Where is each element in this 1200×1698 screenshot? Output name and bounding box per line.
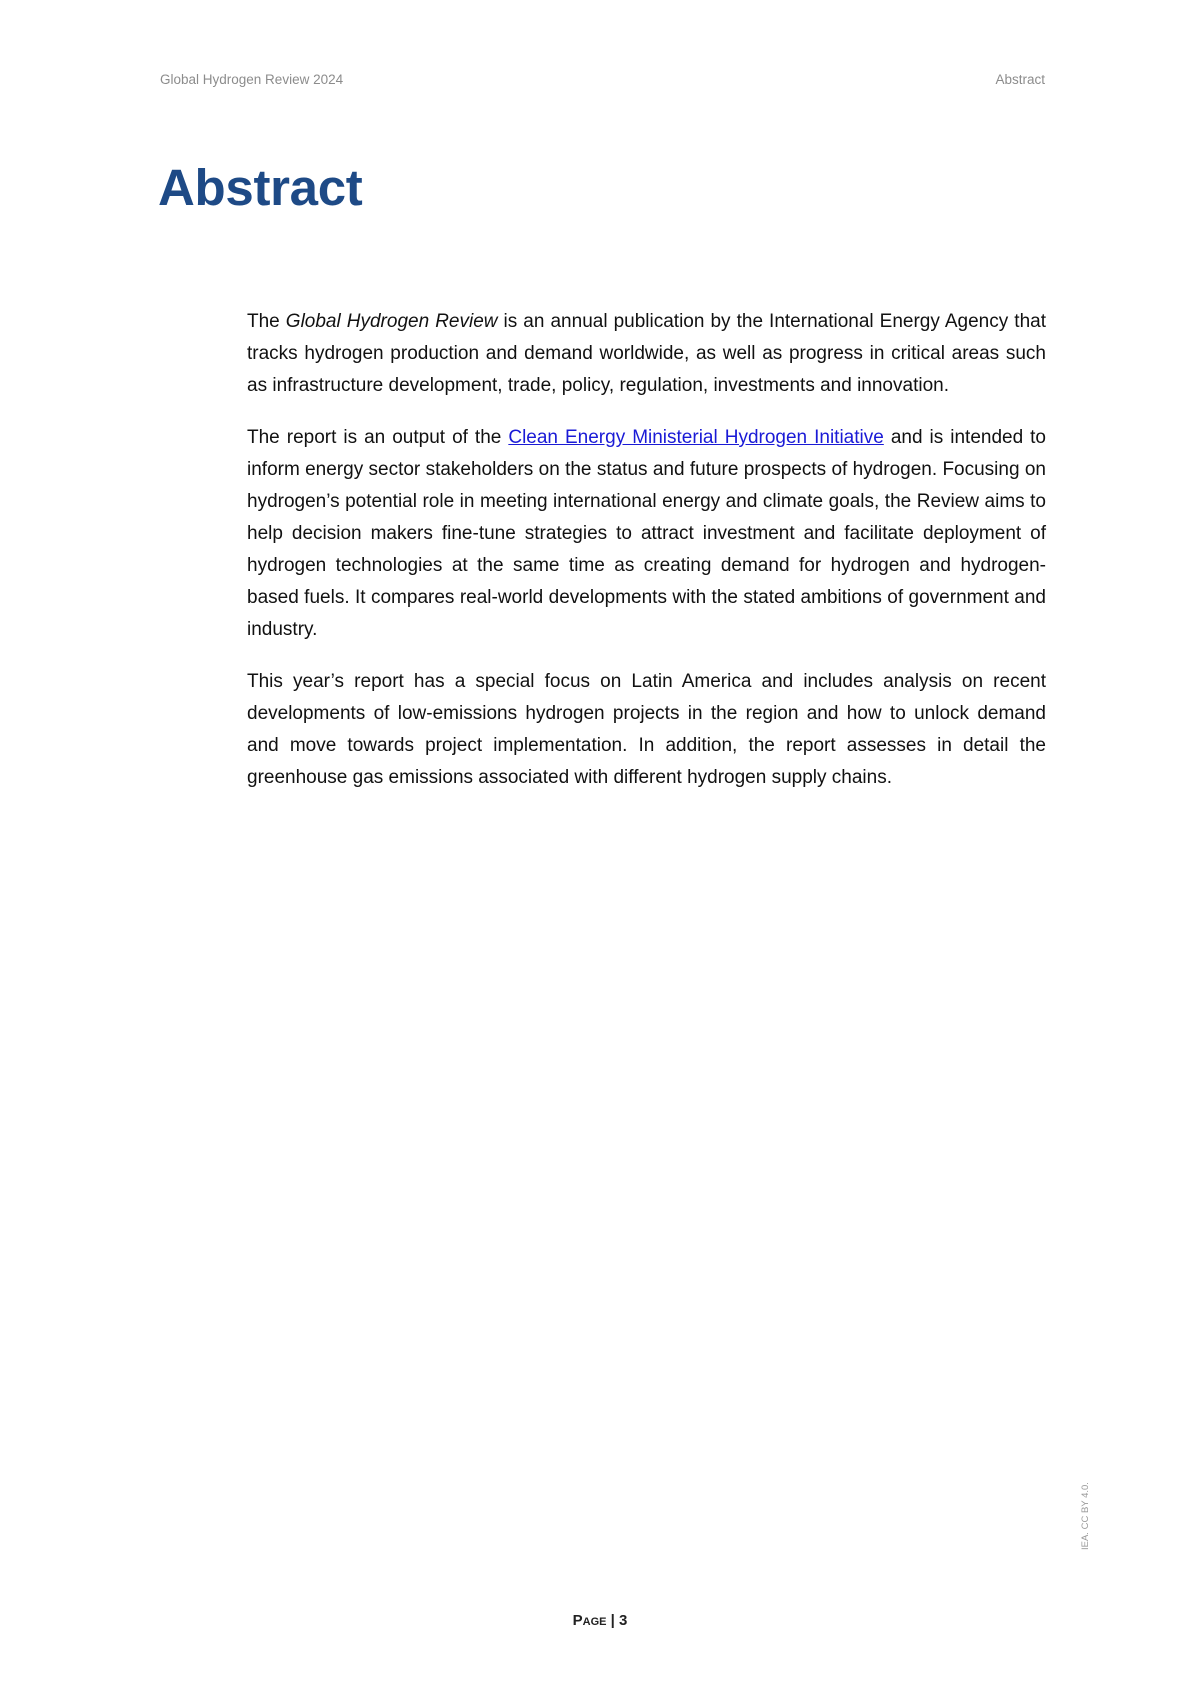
page-label: Page — [572, 1612, 607, 1629]
page-number-footer — [0, 1612, 1200, 1629]
page-separator: | — [606, 1612, 620, 1629]
paragraph-2 — [247, 422, 1046, 646]
page-title: Abstract — [158, 159, 363, 216]
page-number: 3 — [619, 1612, 628, 1629]
paragraph-1 — [247, 306, 1046, 402]
paragraph-2-text: and is intended to inform energy sector stakeholders on the status and future prospects of hydrogen. Focusing on hydrogen’s potential role in meeting international energy and climate goals, the Review aims to help decision makers fine-tune strategies to attract investment and facilitate deployment of hydrogen technologies at the same time as creating demand for hydrogen and hydrogen-based fuels. It compares real-world developments with the stated ambitions of government and industry. — [247, 427, 1046, 640]
paragraph-3: This year’s report has a special focus on Latin America and includes analysis on recent developments of low-emissions hydrogen projects in the region and how to unlock demand and move towards project implementation. In addition, the report assesses in detail the greenhouse gas emissions associated with different hydrogen supply chains. — [247, 671, 1046, 788]
license-notice: IEA. CC BY 4.0. — [1080, 1482, 1091, 1550]
hydrogen-initiative-link[interactable]: Clean Energy Ministerial Hydrogen Initiative — [508, 427, 884, 448]
running-header-title: Global Hydrogen Review 2024 — [160, 72, 344, 87]
running-header-section: Abstract — [995, 72, 1045, 87]
paragraph-1-text: is an annual publication by the International Energy Agency that tracks hydrogen production and demand worldwide, as well as progress in critical areas such as infrastructure development, trade, policy, regulation, investments and innovation. — [247, 311, 1046, 396]
paragraph-1-lead: The — [247, 311, 286, 332]
abstract-body — [247, 306, 1046, 814]
publication-name: Global Hydrogen Review — [285, 311, 498, 332]
paragraph-2-lead: The report is an output of the — [247, 427, 509, 448]
